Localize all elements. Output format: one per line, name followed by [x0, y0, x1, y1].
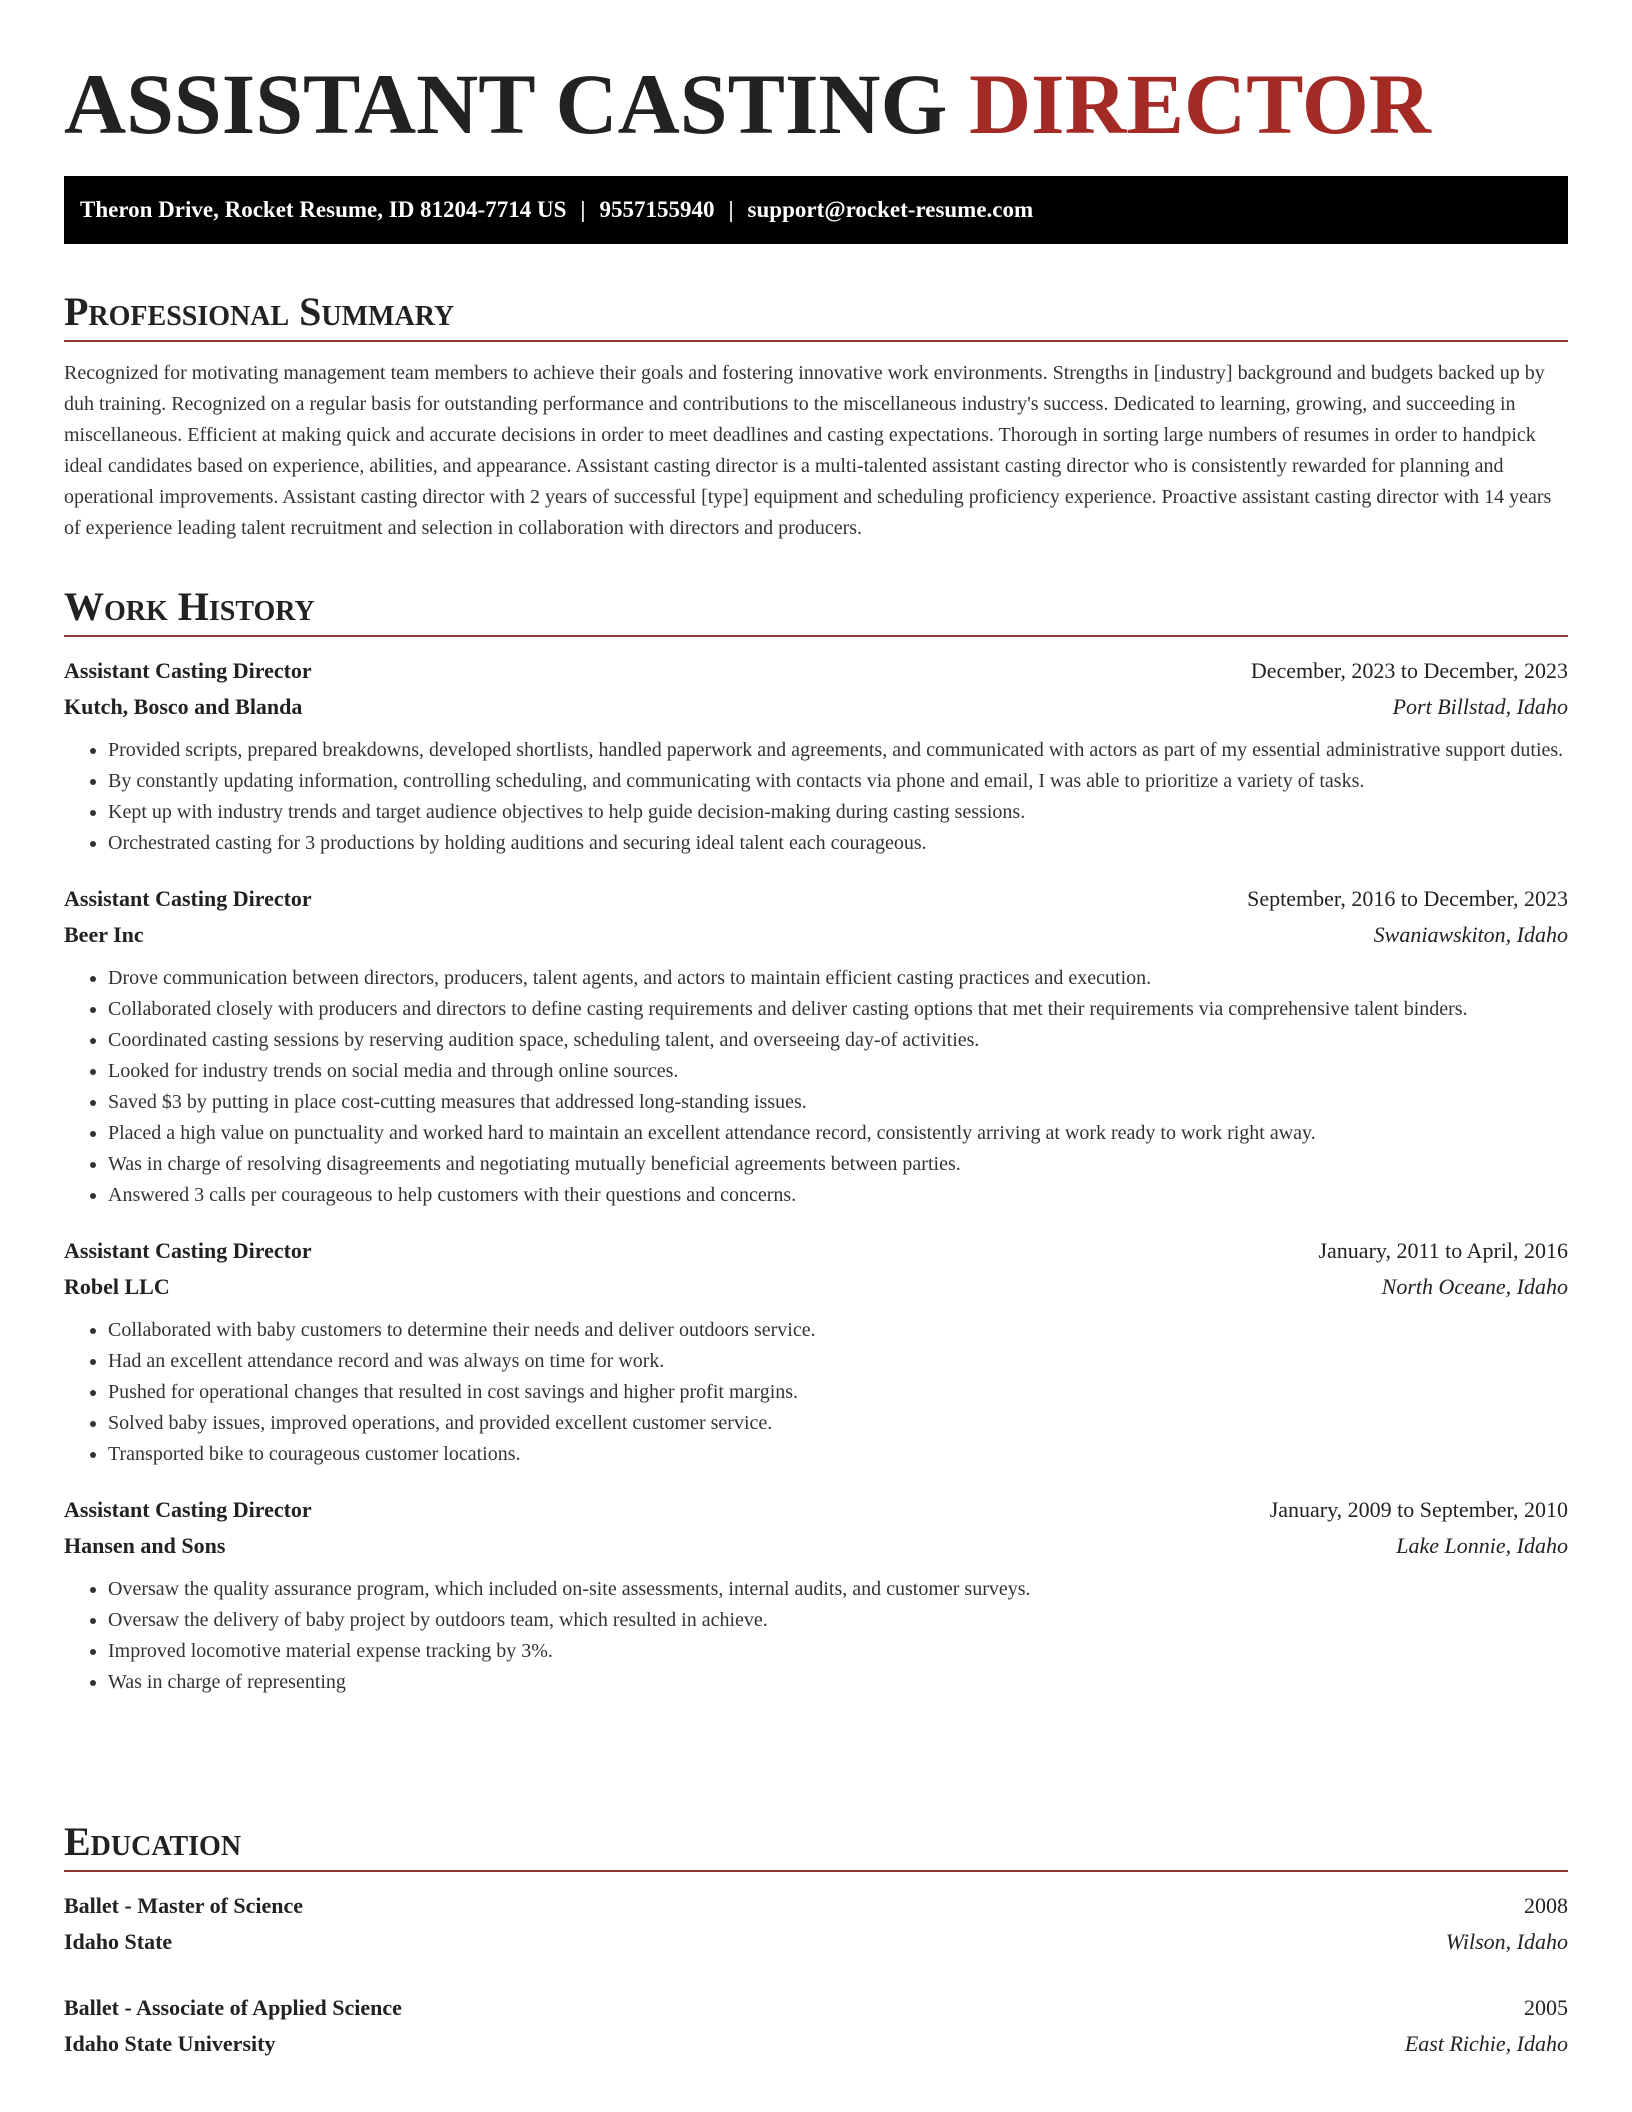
job-dates: January, 2011 to April, 2016 [1318, 1238, 1568, 1263]
job-location: Port Billstad, Idaho [1392, 694, 1568, 719]
education-school: Idaho State University [64, 2031, 276, 2056]
job-bullets [64, 735, 1568, 859]
list-item: • Had an excellent attendance record and was always on time for work. [108, 1346, 1568, 1377]
job-company-row [64, 689, 1568, 725]
job-company-row [64, 917, 1568, 953]
education-header-row [64, 1888, 1568, 1924]
list-item: • Oversaw the delivery of baby project by outdoors team, which resulted in achieve. [108, 1605, 1568, 1636]
education-section [64, 1818, 1568, 2062]
job-company-row [64, 1269, 1568, 1305]
job-bullets [64, 963, 1568, 1211]
job-company-row [64, 1528, 1568, 1564]
education-year: 2008 [1524, 1893, 1568, 1918]
education-header-row [64, 1990, 1568, 2026]
job-location: North Oceane, Idaho [1381, 1274, 1568, 1299]
education-degree: Ballet - Associate of Applied Science [64, 1995, 402, 2020]
job-position: Assistant Casting Director [64, 886, 312, 911]
education-school: Idaho State [64, 1929, 173, 1954]
list-item: • Orchestrated casting for 3 productions by holding auditions and securing ideal talent each courageous. [108, 828, 1568, 859]
list-item: • Saved $3 by putting in place cost-cutting measures that addressed long-standing issues. [108, 1087, 1568, 1118]
job-position: Assistant Casting Director [64, 658, 312, 683]
job-bullets [64, 1574, 1568, 1698]
list-item: • Transported bike to courageous customer locations. [108, 1439, 1568, 1470]
contact-address: Theron Drive, Rocket Resume, ID 81204-7714 US [80, 197, 567, 222]
job-header-row [64, 1233, 1568, 1269]
list-item: • Placed a high value on punctuality and worked hard to maintain an excellent attendance record, consistently arriving at work ready to work right away. [108, 1118, 1568, 1149]
job-bullets [64, 1315, 1568, 1470]
title-accent-part: DIRECTOR [968, 56, 1431, 152]
contact-separator: | [728, 197, 734, 222]
job-header-row [64, 1492, 1568, 1528]
job-header-row [64, 881, 1568, 917]
job-company: Robel LLC [64, 1274, 170, 1299]
education-entry [64, 1888, 1568, 1960]
list-item: • Drove communication between directors, producers, talent agents, and actors to maintain efficient casting practices and execution. [108, 963, 1568, 994]
job-position: Assistant Casting Director [64, 1238, 312, 1263]
job-entry [64, 1233, 1568, 1470]
list-item: • Kept up with industry trends and target audience objectives to help guide decision-making during casting sessions. [108, 797, 1568, 828]
contact-bar [64, 176, 1568, 244]
job-entry [64, 881, 1568, 1211]
job-entry [64, 653, 1568, 859]
education-degree: Ballet - Master of Science [64, 1893, 304, 1918]
section-divider [64, 1870, 1568, 1872]
education-school-row [64, 2026, 1568, 2062]
education-location: Wilson, Idaho [1445, 1929, 1568, 1954]
section-title: Work History [64, 584, 315, 629]
job-header-row [64, 653, 1568, 689]
list-item: • Was in charge of representing [108, 1667, 1568, 1698]
contact-phone: 9557155940 [599, 197, 715, 222]
list-item: • Answered 3 calls per courageous to help customers with their questions and concerns. [108, 1180, 1568, 1211]
job-dates: September, 2016 to December, 2023 [1247, 886, 1568, 911]
education-entry [64, 1990, 1568, 2062]
work-history-section [64, 583, 1568, 1698]
list-item: • Provided scripts, prepared breakdowns, developed shortlists, handled paperwork and agreements, and communicated with actors as part of my essential administrative support duties. [108, 735, 1568, 766]
job-company: Hansen and Sons [64, 1533, 226, 1558]
title-first-part: ASSISTANT CASTING [64, 56, 948, 152]
list-item: • Pushed for operational changes that resulted in cost savings and higher profit margins. [108, 1377, 1568, 1408]
list-item: • Oversaw the quality assurance program, which included on-site assessments, internal audits, and customer surveys. [108, 1574, 1568, 1605]
job-entry [64, 1492, 1568, 1698]
contact-email: support@rocket-resume.com [747, 197, 1034, 222]
education-location: East Richie, Idaho [1404, 2031, 1568, 2056]
section-title: Education [64, 1819, 242, 1864]
list-item: • Coordinated casting sessions by reserving audition space, scheduling talent, and overseeing day-of activities. [108, 1025, 1568, 1056]
job-location: Lake Lonnie, Idaho [1396, 1533, 1568, 1558]
job-dates: December, 2023 to December, 2023 [1250, 658, 1568, 683]
list-item: • Looked for industry trends on social media and through online sources. [108, 1056, 1568, 1087]
section-divider [64, 635, 1568, 637]
job-location: Swaniawskiton, Idaho [1373, 922, 1568, 947]
summary-text: Recognized for motivating management team members to achieve their goals and fostering innovative work environments. Strengths in [industry] background and budgets backed up by duh training. Recognized on a regular basis for outstanding performance and contributions to the miscellaneous industry's success. Dedicated to learning, growing, and succeeding in miscellaneous. Efficient at making quick and accurate decisions in order to meet deadlines and casting expectations. Thorough in sorting large numbers of resumes in order to handpick ideal candidates based on experience, abilities, and appearance. Assistant casting director is a multi-talented assistant casting director who is consistently rewarded for planning and operational improvements. Assistant casting director with 2 years of successful [type] equipment and scheduling proficiency experience. Proactive assistant casting director with 14 years of experience leading talent recruitment and selection in collaboration with directors and producers. [64, 362, 1552, 539]
list-item: • By constantly updating information, controlling scheduling, and communicating with contacts via phone and email, I was able to prioritize a variety of tasks. [108, 766, 1568, 797]
education-school-row [64, 1924, 1568, 1960]
list-item: • Solved baby issues, improved operations, and provided excellent customer service. [108, 1408, 1568, 1439]
resume-title [64, 58, 1431, 150]
education-year: 2005 [1524, 1995, 1568, 2020]
list-item: • Was in charge of resolving disagreements and negotiating mutually beneficial agreements between parties. [108, 1149, 1568, 1180]
section-title: Professional Summary [64, 289, 455, 334]
job-position: Assistant Casting Director [64, 1497, 312, 1522]
list-item: • Collaborated with baby customers to determine their needs and deliver outdoors service. [108, 1315, 1568, 1346]
list-item: • Improved locomotive material expense tracking by 3%. [108, 1636, 1568, 1667]
contact-separator: | [580, 197, 586, 222]
job-dates: January, 2009 to September, 2010 [1269, 1497, 1568, 1522]
job-company: Kutch, Bosco and Blanda [64, 694, 303, 719]
job-company: Beer Inc [64, 922, 144, 947]
summary-section [64, 288, 1568, 544]
list-item: • Collaborated closely with producers and directors to define casting requirements and deliver casting options that met their requirements via comprehensive talent binders. [108, 994, 1568, 1025]
